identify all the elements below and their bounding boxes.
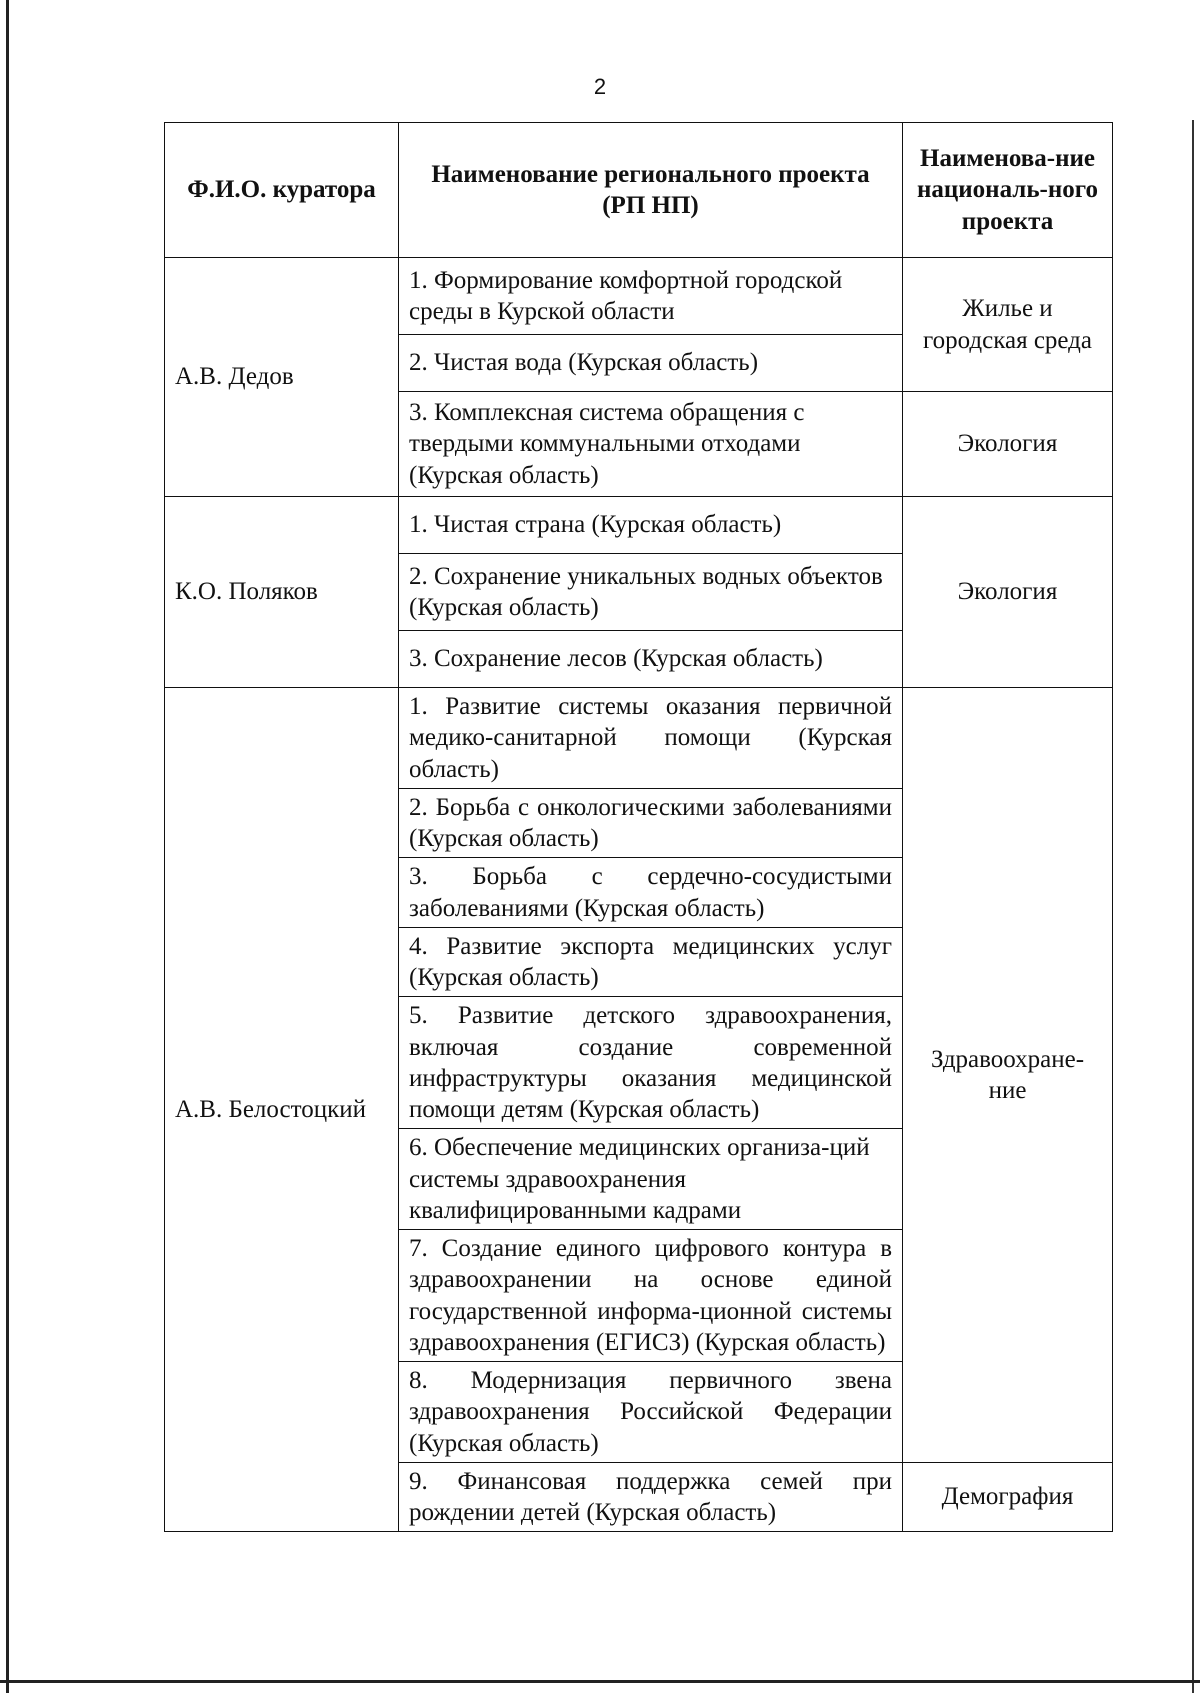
- scan-edge-left: [6, 0, 9, 1693]
- curator-cell: А.В. Дедов: [165, 258, 399, 497]
- national-cell: Экология: [903, 392, 1113, 497]
- table-row: [165, 497, 1113, 554]
- project-cell: 1. Развитие системы оказания первичной медико-санитарной помощи (Курская область): [399, 688, 903, 789]
- project-cell: 2. Борьба с онкологическими заболеваниями (Курская область): [399, 788, 903, 858]
- curator-cell: А.В. Белостоцкий: [165, 688, 399, 1532]
- scan-edge-bottom: [0, 1680, 1200, 1683]
- project-cell: 1. Чистая страна (Курская область): [399, 497, 903, 554]
- project-cell: 3. Борьба с сердечно-сосудистыми заболеваниями (Курская область): [399, 858, 903, 928]
- national-cell: Жилье и городская среда: [903, 258, 1113, 392]
- national-cell: Экология: [903, 497, 1113, 688]
- curators-table: [164, 122, 1113, 1532]
- project-cell: 8. Модернизация первичного звена здравоохранения Российской Федерации (Курская область): [399, 1362, 903, 1463]
- project-cell: 2. Чистая вода (Курская область): [399, 335, 903, 392]
- project-cell: 4. Развитие экспорта медицинских услуг (Курская область): [399, 927, 903, 997]
- project-cell: 6. Обеспечение медицинских организа-ций системы здравоохранения квалифицированными кадрами: [399, 1129, 903, 1230]
- project-cell: 3. Комплексная система обращения с твердыми коммунальными отходами (Курская область): [399, 392, 903, 497]
- project-cell: 7. Создание единого цифрового контура в здравоохранении на основе единой государственной информа-ционной системы здравоохранения (ЕГИСЗ) (Курская область): [399, 1230, 903, 1362]
- scan-edge-right: [1192, 120, 1194, 1693]
- header-national: Наименова-ние националь-ного проекта: [903, 123, 1113, 258]
- table-row: [165, 258, 1113, 335]
- project-cell: 9. Финансовая поддержка семей при рождении детей (Курская область): [399, 1462, 903, 1532]
- page-number: 2: [593, 74, 607, 99]
- national-cell: Здравоохране-ние: [903, 688, 1113, 1463]
- curator-cell: К.О. Поляков: [165, 497, 399, 688]
- project-cell: 3. Сохранение лесов (Курская область): [399, 631, 903, 688]
- header-curator: Ф.И.О. куратора: [165, 123, 399, 258]
- table-row: [165, 688, 1113, 789]
- national-cell: Демография: [903, 1462, 1113, 1532]
- project-cell: 5. Развитие детского здравоохранения, включая создание современной инфраструктуры оказания медицинской помощи детям (Курская область): [399, 997, 903, 1129]
- project-cell: 2. Сохранение уникальных водных объектов (Курская область): [399, 554, 903, 631]
- table-header-row: [165, 123, 1113, 258]
- project-cell: 1. Формирование комфортной городской среды в Курской области: [399, 258, 903, 335]
- header-project: Наименование регионального проекта (РП НП): [399, 123, 903, 258]
